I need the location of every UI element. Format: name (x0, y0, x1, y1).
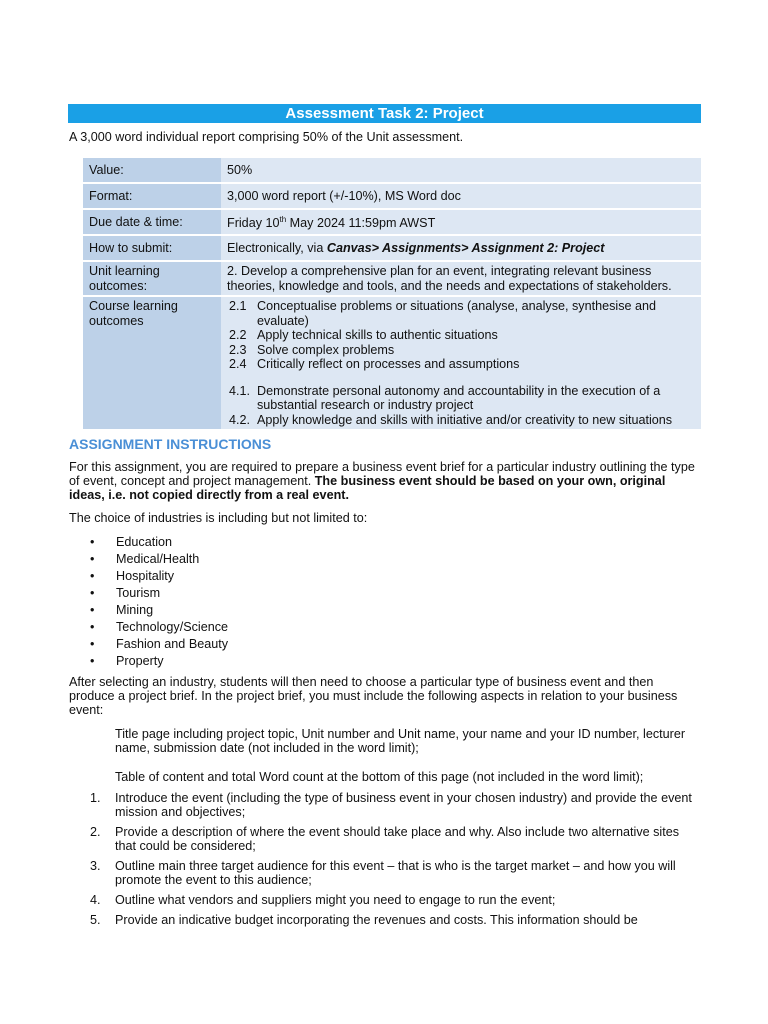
industry-text: Property (116, 654, 164, 668)
instructions-paragraph-2: The choice of industries is including but not limited to: (69, 511, 368, 525)
requirements-list (90, 791, 700, 933)
assessment-info-table (83, 156, 701, 431)
list-item (90, 791, 700, 819)
industry-text: Technology/Science (116, 620, 229, 634)
list-item (90, 551, 228, 568)
item-text: Solve complex problems (257, 342, 395, 357)
bullet-icon: • (90, 637, 95, 651)
row-value-format: 3,000 word report (+/-10%), MS Word doc (221, 184, 701, 208)
indent-paragraph-1: Title page including project topic, Unit number and Unit name, your name and your ID number, lecturer name, submission date (not included in the word limit); (115, 727, 686, 755)
list-item (229, 357, 695, 372)
row-value-submit (221, 236, 701, 260)
list-item (90, 619, 228, 636)
list-item (90, 636, 228, 653)
row-value-clo (221, 297, 701, 429)
list-item (229, 413, 695, 428)
indent-paragraph-2: Table of content and total Word count at the bottom of this page (not included in the word limit); (115, 770, 644, 784)
due-date-pre: Friday 10 (227, 216, 280, 231)
list-item (90, 568, 228, 585)
list-item (90, 534, 228, 551)
submit-pre: Electronically, via (227, 240, 327, 255)
row-value-ulo: 2. Develop a comprehensive plan for an event, integrating relevant business theories, knowledge and tools, and the needs and expectations of stakeholders. (221, 262, 701, 295)
industries-list (90, 534, 228, 670)
bullet-icon: • (90, 603, 95, 617)
item-number: 2.2 (229, 328, 247, 342)
bullet-icon: • (90, 552, 95, 566)
row-label-value: Value: (83, 158, 221, 182)
instructions-paragraph-1 (69, 460, 699, 502)
industry-text: Tourism (116, 586, 161, 600)
list-item (90, 825, 700, 853)
table-row (83, 158, 701, 182)
item-text: Provide an indicative budget incorporating the revenues and costs. This information should be (115, 913, 638, 927)
clo-group-2 (229, 384, 695, 428)
submit-path: Canvas> Assignments> Assignment 2: Project (326, 240, 605, 255)
list-item (229, 328, 695, 343)
row-label-format: Format: (83, 184, 221, 208)
row-label-clo: Course learning outcomes (83, 297, 221, 429)
list-item (90, 893, 700, 907)
table-row (83, 262, 701, 295)
clo-group-1 (229, 299, 695, 372)
list-item (90, 913, 700, 927)
industry-text: Hospitality (116, 569, 175, 583)
item-text: Apply technical skills to authentic situations (257, 328, 498, 342)
table-row (83, 236, 701, 260)
item-text: Critically reflect on processes and assumptions (257, 357, 520, 371)
item-number: 2.4 (229, 357, 247, 371)
item-text: Demonstrate personal autonomy and accountability in the execution of a substantial research or industry project (257, 383, 661, 412)
item-number: 2.3 (229, 342, 247, 357)
para1-text: For this assignment, you are required to prepare a business event brief for a particular industry outlining the type of event, concept and project management. (69, 460, 695, 488)
row-value-due-date (221, 210, 701, 234)
bullet-icon: • (90, 569, 95, 583)
industry-text: Fashion and Beauty (116, 637, 229, 651)
industry-text: Education (116, 535, 173, 549)
row-label-ulo: Unit learning outcomes: (83, 262, 221, 295)
item-text: Apply knowledge and skills with initiative and/or creativity to new situations (257, 412, 673, 427)
bullet-icon: • (90, 620, 95, 634)
list-item (90, 859, 700, 887)
list-item (229, 384, 695, 413)
item-number: 5. (90, 913, 101, 927)
item-text: Provide a description of where the event should take place and why. Also include two alternative sites that could be considered; (115, 825, 680, 853)
item-number: 4. (90, 893, 101, 907)
list-item (90, 602, 228, 619)
row-label-due-date: Due date & time: (83, 210, 221, 234)
bullet-icon: • (90, 586, 95, 600)
table-row (83, 210, 701, 234)
spacer (229, 372, 695, 384)
item-number: 1. (90, 791, 101, 805)
item-text: Conceptualise problems or situations (analyse, analyse, synthesise and evaluate) (257, 299, 657, 328)
due-date-sup: th (279, 215, 287, 225)
intro-text: A 3,000 word individual report comprising 50% of the Unit assessment. (69, 130, 464, 144)
row-label-submit: How to submit: (83, 236, 221, 260)
task-title: Assessment Task 2: Project (68, 104, 701, 123)
table-row (83, 184, 701, 208)
list-item (229, 299, 695, 328)
item-number: 4.1. (229, 383, 251, 398)
instructions-paragraph-3: After selecting an industry, students will then need to choose a particular type of business event and then produce a project brief. In the project brief, you must include the following aspects in relation to your business event: (69, 675, 678, 717)
row-value-value: 50% (221, 158, 701, 182)
item-number: 4.2. (229, 412, 251, 427)
bullet-icon: • (90, 535, 95, 549)
due-date-post: May 2024 11:59pm AWST (286, 216, 436, 231)
section-heading: ASSIGNMENT INSTRUCTIONS (69, 436, 272, 452)
item-number: 3. (90, 859, 101, 873)
table-row (83, 297, 701, 429)
list-item (229, 343, 695, 358)
item-text: Outline main three target audience for this event – that is who is the target market – and how you will promote the event to this audience; (115, 859, 676, 887)
item-text: Introduce the event (including the type of business event in your chosen industry) and provide the event mission and objectives; (115, 791, 692, 819)
item-number: 2. (90, 825, 101, 839)
item-number: 2.1 (229, 299, 247, 313)
industry-text: Mining (116, 603, 154, 617)
para1-bold-text: The business event should be based on your own, original ideas, i.e. not copied directly from a real event. (69, 474, 666, 502)
industry-text: Medical/Health (116, 552, 200, 566)
bullet-icon: • (90, 654, 95, 668)
item-text: Outline what vendors and suppliers might you need to engage to run the event; (115, 893, 556, 907)
list-item (90, 653, 228, 670)
list-item (90, 585, 228, 602)
